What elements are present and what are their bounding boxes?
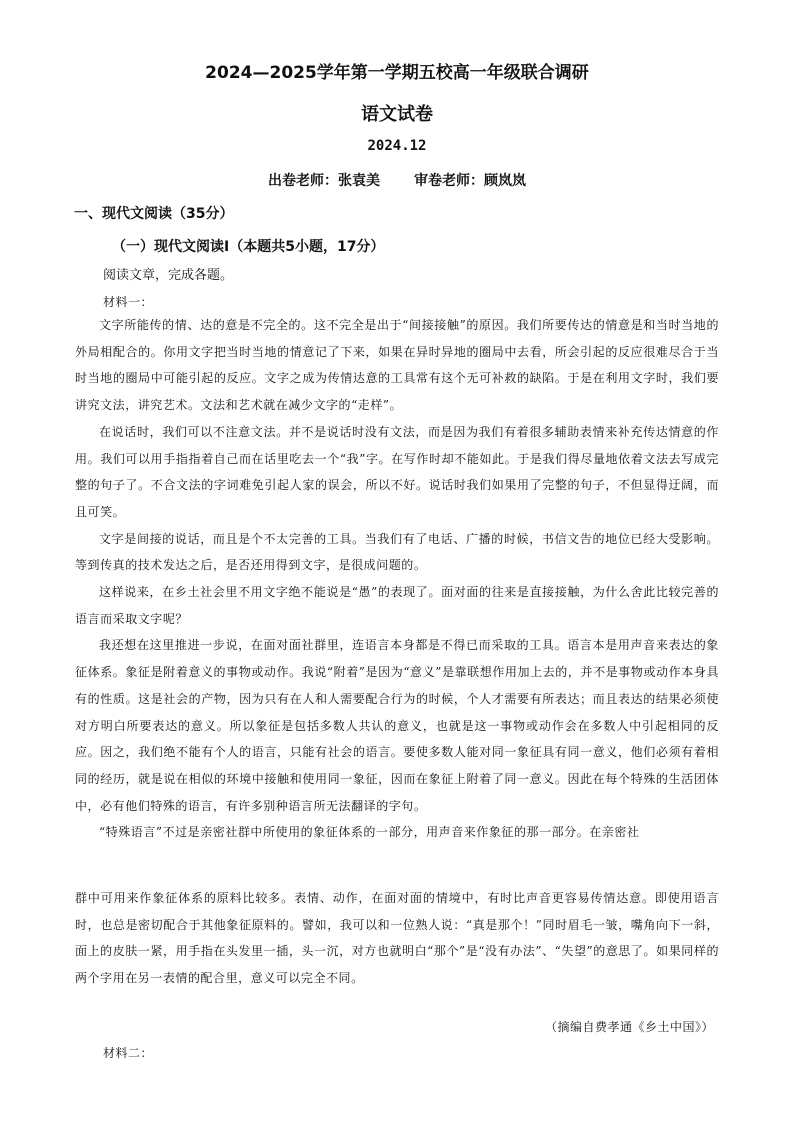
paragraph: 群中可用来作象征体系的原料比较多。表情、动作，在面对面的情境中，有时比声音更容易传情达意。即使用语言时，也总是密切配合于其他象征原料的。譬如，我可以和一位熟人说：“真是那个！”同时眉毛一皱，嘴角向下一斜，面上的皮肤一紧，用手指在头发里一插，头一沉，对方也就明白“那个”是“没有办法”、“失望”的意思了。如果同样的两个字用在另一表情的配合里，意义可以完全不同。 — [75, 891, 719, 986]
paragraph: 文字是间接的说话，而且是个不太完善的工具。当我们有了电话、广播的时候，书信文告的地位已经大受影响。等到传真的技术发达之后，是否还用得到文字，是很成问题的。 — [75, 531, 719, 573]
reading-instruction: 阅读文章，完成各题。 — [103, 268, 234, 283]
exam-subtitle: 语文试卷 — [361, 104, 433, 125]
source-citation: （摘编自费孝通《乡土中国》） — [544, 1020, 714, 1034]
teacher-line — [0, 170, 794, 190]
section-heading: 一、现代文阅读（35分） — [74, 206, 234, 222]
paragraph: 这样说来，在乡土社会里不用文字绝不能说是“愚”的表现了。面对面的往来是直接接触，为什么舍此比较完善的语言而采取文字呢？ — [75, 585, 719, 626]
material-one-label: 材料一： — [103, 295, 154, 309]
paragraph: 我还想在这里推进一步说，在面对面社群里，连语言本身都是不得已而采取的工具。语言本是用声音来表达的象征体系。象征是附着意义的事物或动作。我说“附着”是因为“意义”是靠联想作用加上去的，并不是事物或动作本身具有的性质。这是社会的产物，因为只有在人和人需要配合行为的时候，个人才需要有所表达；而且表达的结果必须使对方明白所要表达的意义。所以象征是包括多数人共认的意义，也就是这一事物或动作会在多数人中引起相同的反应。因之，我们绝不能有个人的语言，只能有社会的语言。要使多数人能对同一象征具有同一意义，他们必须有着相同的经历，就是说在相似的环境中接触和使用同一象征，因而在象征上附着了同一意义。因此在每个特殊的生活团体中，必有他们特殊的语言，有许多别种语言所无法翻译的字句。 — [75, 638, 719, 813]
paragraph: 在说话时，我们可以不注意文法。并不是说话时没有文法，而是因为我们有着很多辅助表情来补充传达情意的作用。我们可以用手指指着自己而在话里吃去一个“我”字。在写作时却不能如此。于是我们得尽量地依着文法去写成完整的句子了。不合文法的字词难免引起人家的误会，所以不好。说话时我们如果用了完整的句子，不但显得迂阔，而且可笑。 — [75, 424, 719, 519]
material-one-continuation — [75, 885, 719, 992]
exam-title: 2024—2025学年第一学期五校高一年级联合调研 — [205, 63, 589, 83]
reviewer-label: 审卷老师：顾岚岚 — [414, 173, 526, 189]
material-two-label: 材料二： — [103, 1046, 154, 1060]
author-label: 出卷老师：张袁美 — [268, 173, 380, 189]
paragraph: “特殊语言”不过是亲密社群中所使用的象征体系的一部分，用声音来作象征的那一部分。在亲密社 — [99, 825, 640, 840]
exam-date: 2024.12 — [367, 138, 427, 154]
subsection-heading: （一）现代文阅读Ⅰ（本题共5小题，17分） — [112, 239, 385, 255]
material-one-body — [75, 312, 719, 846]
paragraph: 文字所能传的情、达的意是不完全的。这不完全是出于“间接接触”的原因。我们所要传达的情意是和当时当地的外局相配合的。你用文字把当时当地的情意记了下来，如果在异时异地的圈局中去看，所会引起的反应很难尽合于当时当地的圈局中可能引起的反应。文字之成为传情达意的工具常有这个无可补救的缺陷。于是在利用文字时，我们要讲究文法，讲究艺术。文法和艺术就在减少文字的“走样”。 — [75, 318, 719, 413]
